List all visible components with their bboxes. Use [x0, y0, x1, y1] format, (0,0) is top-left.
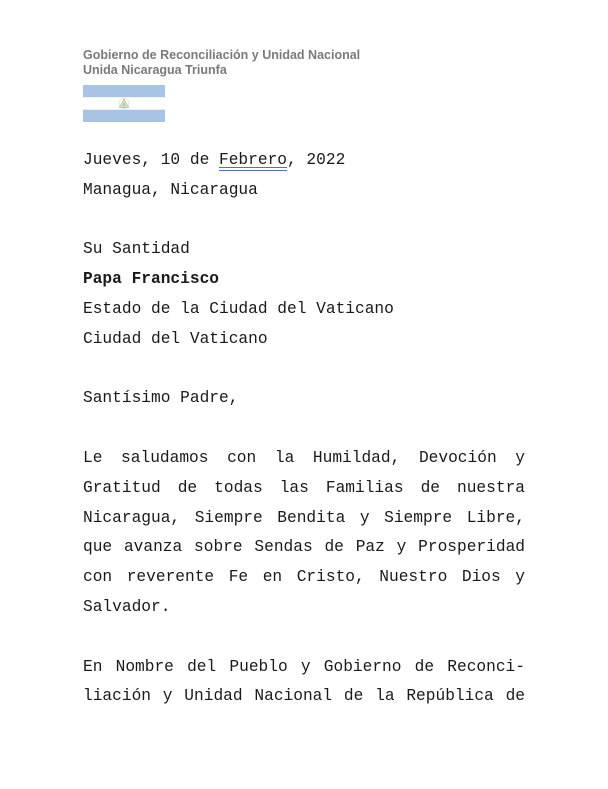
flag-top-stripe — [83, 85, 165, 97]
flag-bottom-stripe — [83, 110, 165, 122]
paragraph-intro-line-2: liación y Unidad Nacional de la República de — [83, 687, 525, 706]
paragraph-intro-line-1: En Nombre del Pueblo y Gobierno de Reconci- — [83, 657, 525, 676]
date-prefix: Jueves, 10 de — [83, 151, 219, 169]
letter-date — [83, 146, 525, 176]
date-year: , 2022 — [287, 151, 346, 169]
letterhead-line-government: Gobierno de Reconciliación y Unidad Nacional — [83, 48, 361, 62]
salutation: Santísimo Padre, — [83, 389, 239, 408]
letterhead-line-slogan: Unida Nicaragua Triunfa — [83, 63, 227, 77]
nicaragua-flag-icon — [83, 85, 165, 122]
letter-body — [83, 146, 525, 712]
paragraph-greeting: Le saludamos con la Humildad, Devoción y Gratitud de todas las Familias de nuestra Nicaragua, Siempre Bendita y Siempre Libre, que avanza sobre Sendas de Paz y Prosperidad con reverente Fe en Cristo, Nuestro Dios y Salvador. — [83, 448, 525, 616]
recipient-name: Papa Francisco — [83, 270, 219, 289]
date-month: Febrero — [219, 151, 287, 169]
letter-city: Managua, Nicaragua — [83, 180, 258, 199]
recipient-state: Estado de la Ciudad del Vaticano — [83, 299, 394, 318]
recipient-city: Ciudad del Vaticano — [83, 329, 268, 348]
letterhead — [83, 48, 360, 78]
recipient-title: Su Santidad — [83, 240, 190, 259]
